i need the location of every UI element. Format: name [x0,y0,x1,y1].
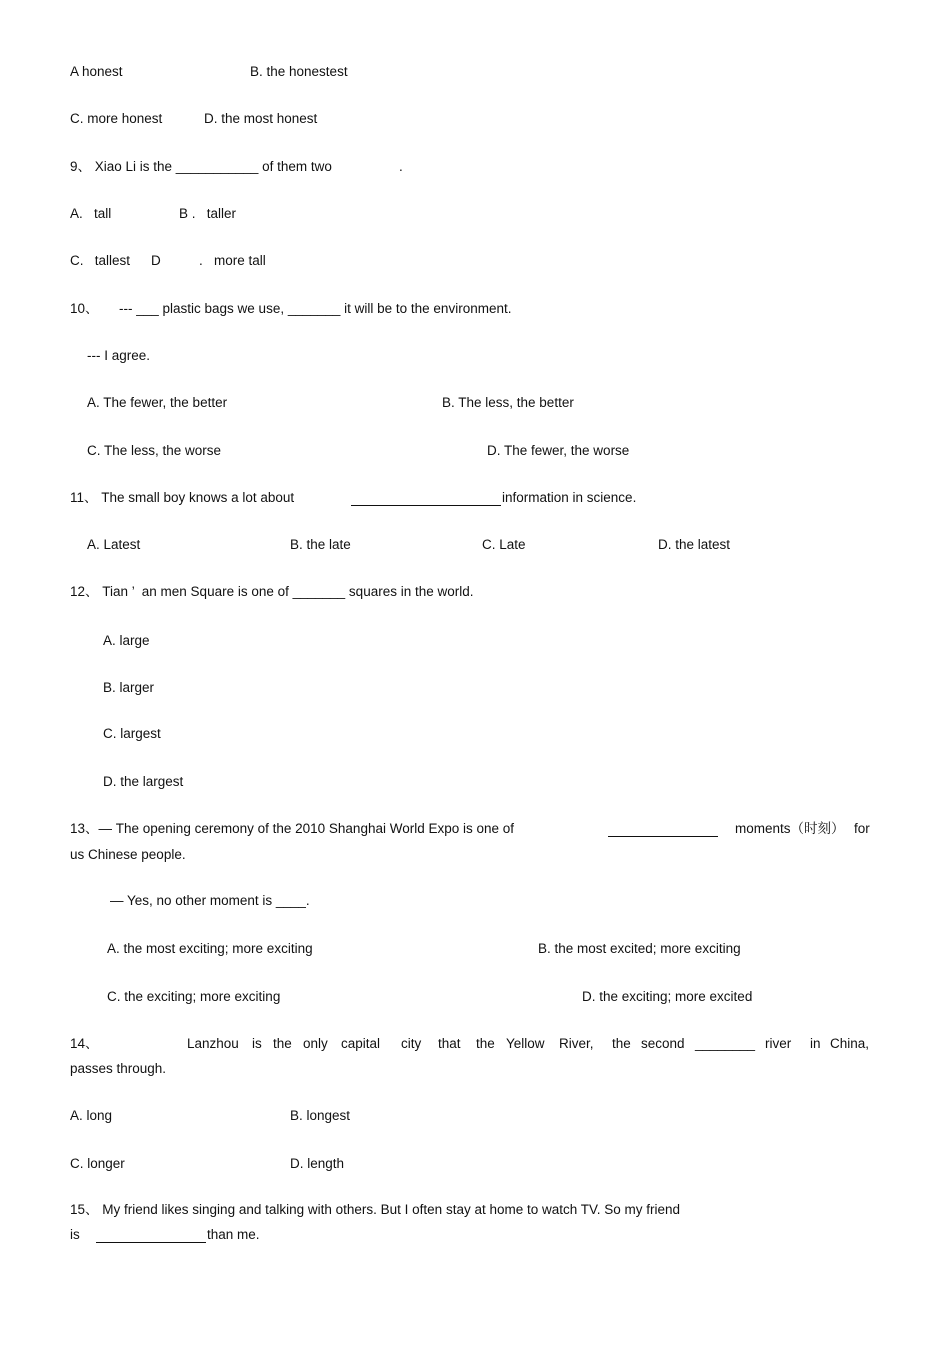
q12-option-a: A. large [103,633,150,648]
q13-stem-moments: moments（时刻） [735,821,845,836]
q9-option-c: C. tallest [70,253,131,268]
q14-word: is [252,1036,262,1051]
q13-reply: — Yes, no other moment is ____. [110,893,310,908]
q14-word: second [641,1036,685,1051]
q13-option-c: C. the exciting; more exciting [107,989,281,1004]
q13-stem: 13、— The opening ceremony of the 2010 Shanghai World Expo is one of [70,821,515,836]
q14-option-b: B. longest [290,1108,351,1123]
q14-word: in [810,1036,821,1051]
q14-word: the [612,1036,631,1051]
q14-blank: ________ [695,1036,756,1051]
q9-stem-end: . [399,159,403,174]
q14-word: city [401,1036,422,1051]
q12-option-c: C. largest [103,726,161,741]
q10-stem: --- ___ plastic bags we use, _______ it will be to the environment. [119,301,512,316]
q14-word: the [476,1036,495,1051]
q9-option-a: A. tall [70,206,112,221]
q12-option-d: D. the largest [103,774,184,789]
q12-stem: 12、 Tian ’ an men Square is one of _______ squares in the world. [70,584,474,599]
q14-word: the [273,1036,292,1051]
q10-number: 10、 [70,301,99,316]
q14-word: that [438,1036,461,1051]
q13-stem-for: for [854,821,870,836]
q14-word: river [765,1036,792,1051]
q14-word: Lanzhou [187,1036,239,1051]
q9-option-d-letter: D [151,253,161,268]
q11-option-d: D. the latest [658,537,731,552]
q13-option-d: D. the exciting; more excited [582,989,753,1004]
q10-option-d: D. The fewer, the worse [487,443,630,458]
q8-option-b: B. the honestest [250,64,348,79]
q11-answer-blank [351,505,501,506]
q14-option-c: C. longer [70,1156,125,1171]
q8-option-c: C. more honest [70,111,163,126]
q11-option-a: A. Latest [87,537,141,552]
q14-word: capital [341,1036,381,1051]
q13-option-b: B. the most excited; more exciting [538,941,741,956]
q13-option-a: A. the most exciting; more exciting [107,941,313,956]
q10-option-a: A. The fewer, the better [87,395,228,410]
q9-option-d-text: . more tall [199,253,266,268]
q14-word: Yellow [506,1036,545,1051]
q9-option-b: B . taller [179,206,237,221]
q14-word: only [303,1036,328,1051]
q11-option-c: C. Late [482,537,526,552]
q15-is: is [70,1227,80,1242]
q14-stem-line2: passes through. [70,1061,167,1076]
q11-option-b: B. the late [290,537,351,552]
q14-word: China, [830,1036,870,1051]
q11-stem-end: information in science. [502,490,637,505]
q9-stem: 9、 Xiao Li is the ___________ of them two [70,159,332,174]
q14-option-a: A. long [70,1108,113,1123]
q15-stem-end: than me. [207,1227,260,1242]
q15-answer-blank [96,1242,206,1243]
q14-word: River, [559,1036,594,1051]
q15-stem: 15、 My friend likes singing and talking with others. But I often stay at home to watch TV. So my friend [70,1202,681,1217]
q10-option-c: C. The less, the worse [87,443,222,458]
q14-number: 14、 [70,1036,99,1051]
q12-option-b: B. larger [103,680,155,695]
q13-answer-blank [608,836,718,837]
q11-stem: 11、 The small boy knows a lot about [70,490,295,505]
q10-reply: --- I agree. [87,348,151,363]
q8-option-d: D. the most honest [204,111,318,126]
q13-stem-line2: us Chinese people. [70,847,186,862]
q14-option-d: D. length [290,1156,345,1171]
q8-option-a: A honest [70,64,123,79]
q10-option-b: B. The less, the better [442,395,574,410]
